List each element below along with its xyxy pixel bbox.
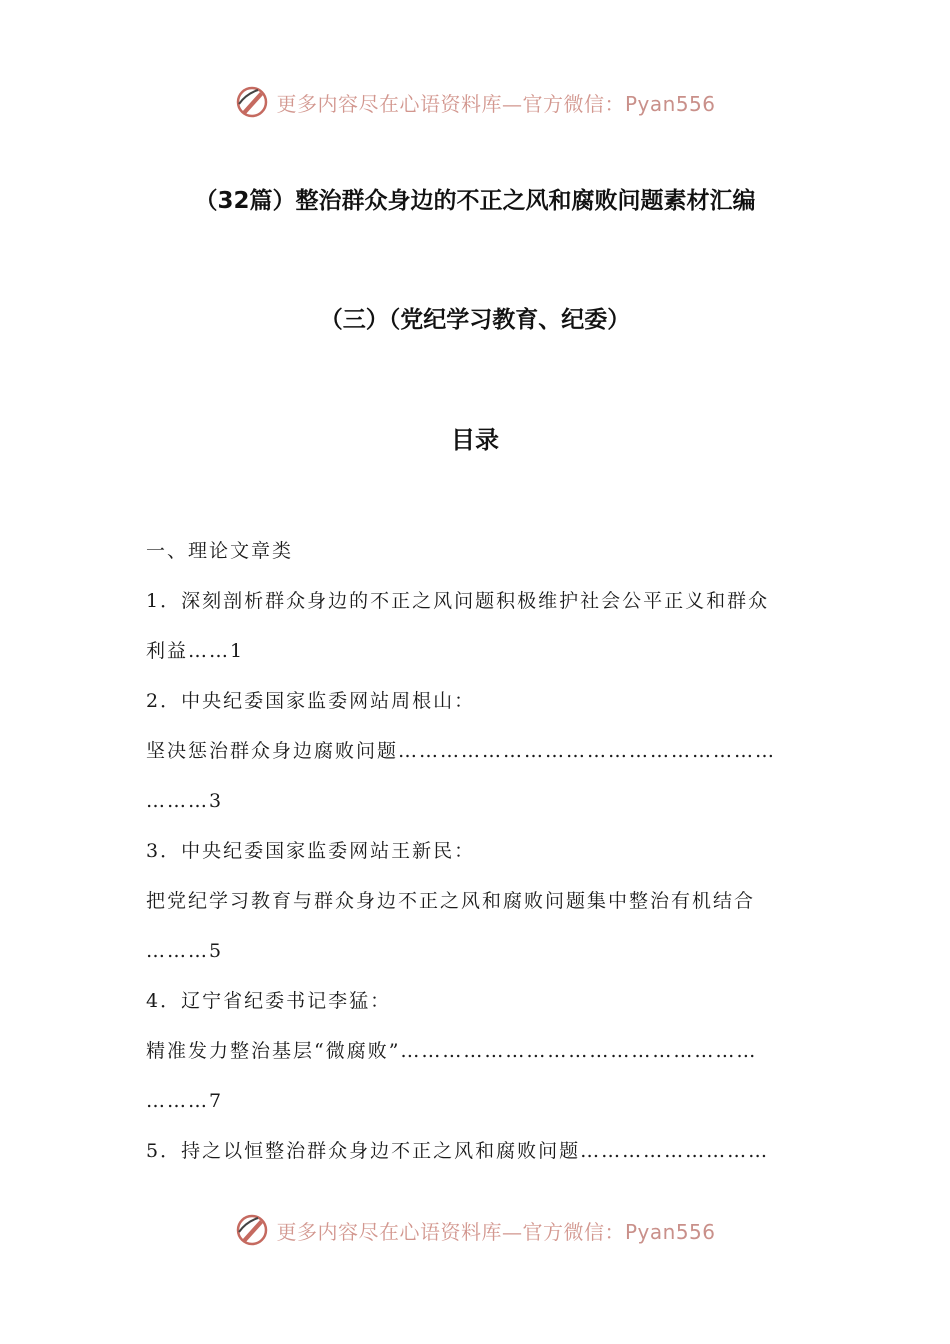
document-subtitle: （三）（党纪学习教育、纪委） [319, 307, 631, 333]
watermark-text: 更多内容尽在心语资料库—官方微信：Pyan556 [276, 91, 716, 116]
toc-section-heading: 一、理论文章类 [146, 540, 294, 562]
toc-entry: 利益……1 [146, 640, 245, 662]
toc-entry: 3．中央纪委国家监委网站王新民： [146, 840, 476, 862]
toc-entry: ………3 [146, 790, 224, 812]
watermark-header [0, 84, 950, 120]
watermark-text: 更多内容尽在心语资料库—官方微信：Pyan556 [276, 1219, 716, 1244]
pen-logo-icon [234, 84, 270, 120]
toc-entry: 精准发力整治基层“微腐败”…………………………………………… [146, 1040, 758, 1062]
toc-entry: ………7 [146, 1090, 224, 1112]
toc-heading: 目录 [451, 426, 499, 454]
toc-entry: 坚决惩治群众身边腐败问题……………………………………………… [146, 740, 777, 762]
toc-entry: 把党纪学习教育与群众身边不正之风和腐败问题集中整治有机结合 [146, 890, 756, 912]
toc-entry: 1．深刻剖析群众身边的不正之风问题积极维护社会公平正义和群众 [146, 590, 770, 612]
watermark-footer [0, 1212, 950, 1248]
toc-entry: 2．中央纪委国家监委网站周根山： [146, 690, 476, 712]
toc-entry: 4．辽宁省纪委书记李猛： [146, 990, 392, 1012]
toc-entry: ………5 [146, 940, 224, 962]
document-title: （32篇）整治群众身边的不正之风和腐败问题素材汇编 [194, 188, 756, 214]
table-of-contents [146, 536, 806, 1186]
toc-entry: 5．持之以恒整治群众身边不正之风和腐败问题……………………… [146, 1140, 770, 1162]
pen-logo-icon [234, 1212, 270, 1248]
